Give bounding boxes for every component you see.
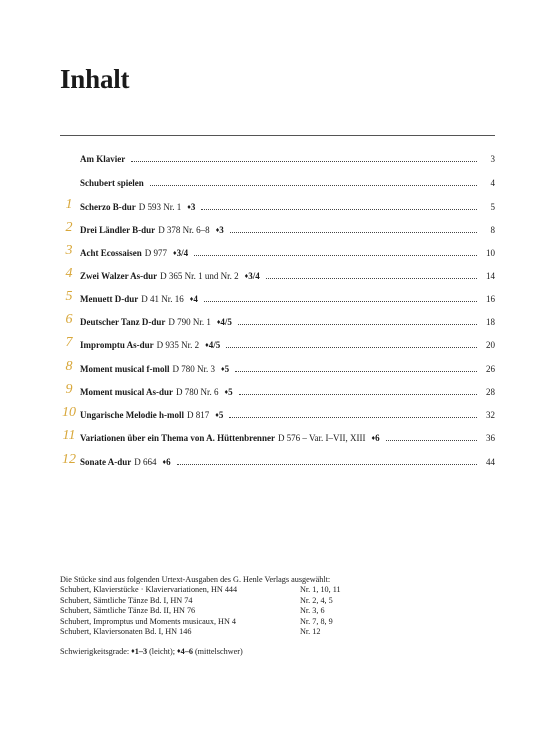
toc-entry <box>80 383 495 401</box>
edition-row <box>60 627 500 637</box>
difficulty-diamond-icon: ♦ <box>371 434 376 442</box>
toc-piece-number: 3 <box>65 243 73 258</box>
toc-title: Menuett D-dur <box>80 294 139 304</box>
toc-difficulty-value: 5 <box>224 364 230 374</box>
difficulty-diamond-icon: ♦ <box>173 249 177 257</box>
editions-footnote <box>60 575 500 658</box>
toc-leader-dots <box>238 324 477 325</box>
toc-difficulty-value: 5 <box>228 387 233 397</box>
toc-leader-dots <box>229 417 477 418</box>
toc-difficulty <box>205 336 220 354</box>
difficulty-diamond-icon: ♦ <box>244 272 249 280</box>
difficulty-mid-range: 4–6 <box>180 647 193 657</box>
toc-leader-dots <box>266 278 477 279</box>
difficulty-legend-label: Schwierigkeitsgrade: <box>60 647 130 657</box>
toc-catalog-number: D 817 <box>187 410 210 420</box>
toc-row <box>60 360 495 378</box>
toc-entry <box>80 221 495 239</box>
difficulty-diamond-icon: ♦ <box>189 295 194 303</box>
edition-title: Schubert, Sämtliche Tänze Bd. I, HN 74 <box>60 595 193 605</box>
toc-leader-dots <box>131 161 477 162</box>
toc-piece-number: 10 <box>62 405 76 420</box>
toc-piece-number: 5 <box>65 289 73 304</box>
toc-row <box>60 290 495 308</box>
toc-entry <box>80 244 495 262</box>
difficulty-mid-label: (mittelschwer) <box>194 647 243 657</box>
toc-title: Moment musical As-dur <box>80 387 173 397</box>
editions-list <box>60 585 500 637</box>
toc-catalog-number: D 41 Nr. 16 <box>141 294 184 304</box>
toc-row <box>60 313 495 331</box>
edition-pieces: Nr. 2, 4, 5 <box>300 595 333 605</box>
toc-title: Scherzo B-dur <box>80 202 136 212</box>
toc-row <box>60 198 495 216</box>
toc-difficulty <box>225 383 233 401</box>
toc-leader-dots <box>226 347 477 348</box>
edition-title: Schubert, Klaviersonaten Bd. I, HN 146 <box>60 627 192 637</box>
toc-catalog-number: D 664 <box>134 457 157 467</box>
toc-page-number: 20 <box>486 340 495 350</box>
toc-difficulty <box>173 244 188 262</box>
toc-piece-number: 11 <box>62 428 76 443</box>
toc-difficulty <box>163 453 171 471</box>
toc-difficulty-value: 4/5 <box>208 340 221 350</box>
toc-row <box>60 150 495 168</box>
edition-title: Schubert, Impromptus und Moments musicaux, HN 4 <box>60 616 237 626</box>
toc-page-number: 14 <box>486 271 495 281</box>
toc-piece-number: 12 <box>62 452 76 467</box>
toc-entry <box>80 267 495 285</box>
edition-pieces: Nr. 12 <box>300 627 321 637</box>
toc-difficulty <box>372 429 380 447</box>
toc-difficulty-value: 5 <box>218 410 224 420</box>
edition-row <box>60 596 500 606</box>
toc-title: Schubert spielen <box>80 178 144 188</box>
toc-entry <box>80 198 495 216</box>
toc-difficulty <box>245 267 260 285</box>
toc-entry <box>80 360 495 378</box>
toc-piece-number: 2 <box>65 220 73 235</box>
toc-row <box>60 174 495 192</box>
toc-catalog-number: D 378 Nr. 6–8 <box>158 225 210 235</box>
toc-catalog-number: D 780 Nr. 6 <box>176 387 219 397</box>
toc-difficulty-value: 6 <box>375 433 380 443</box>
difficulty-diamond-icon: ♦ <box>220 365 225 373</box>
toc-leader-dots <box>204 301 477 302</box>
toc-page-number: 36 <box>486 433 495 443</box>
toc-leader-dots <box>177 464 477 465</box>
toc-leader-dots <box>194 255 477 256</box>
toc-title: Zwei Walzer As-dur <box>80 271 158 281</box>
edition-title: Schubert, Sämtliche Tänze Bd. II, HN 76 <box>60 606 196 616</box>
toc-leader-dots <box>239 394 477 395</box>
toc-difficulty <box>215 406 223 424</box>
toc-page-number: 26 <box>486 364 495 374</box>
toc-difficulty-value: 4/5 <box>220 317 232 327</box>
toc-entry <box>80 406 495 424</box>
editions-intro: Die Stücke sind aus folgenden Urtext-Ausgaben des G. Henle Verlags ausgewählt: <box>60 575 331 584</box>
toc-catalog-number: D 365 Nr. 1 und Nr. 2 <box>160 271 239 281</box>
toc-page-number: 32 <box>486 410 495 420</box>
difficulty-diamond-icon: ♦ <box>215 411 219 419</box>
edition-row <box>60 606 500 616</box>
edition-row <box>60 617 500 627</box>
toc-page-number: 3 <box>490 154 495 164</box>
difficulty-diamond-icon: ♦ <box>187 203 191 211</box>
toc-entry <box>80 336 495 354</box>
toc-piece-number: 8 <box>65 359 73 374</box>
edition-title: Schubert, Klavierstücke · Klaviervariationen, HN 444 <box>60 585 238 595</box>
difficulty-diamond-icon: ♦ <box>177 647 181 656</box>
difficulty-diamond-icon: ♦ <box>131 647 135 656</box>
toc-page-number: 10 <box>486 248 495 258</box>
toc-piece-number: 7 <box>65 335 73 350</box>
toc-difficulty <box>217 313 232 331</box>
toc-piece-number: 1 <box>65 197 73 212</box>
toc-catalog-number: D 935 Nr. 2 <box>156 340 200 350</box>
edition-pieces: Nr. 7, 8, 9 <box>300 616 333 626</box>
difficulty-diamond-icon: ♦ <box>162 458 167 466</box>
edition-row <box>60 585 500 595</box>
toc-row <box>60 267 495 285</box>
toc-piece-number: 4 <box>65 266 73 281</box>
toc-title: Acht Ecossaisen <box>80 248 142 258</box>
toc-leader-dots <box>150 185 477 186</box>
difficulty-legend <box>60 646 500 657</box>
toc-row <box>60 429 495 447</box>
toc-entry <box>80 150 495 168</box>
toc-catalog-number: D 790 Nr. 1 <box>168 317 211 327</box>
toc-title: Deutscher Tanz D-dur <box>80 317 166 327</box>
difficulty-diamond-icon: ♦ <box>216 318 221 326</box>
toc-title: Am Klavier <box>80 154 126 164</box>
toc-difficulty-value: 3 <box>190 202 196 212</box>
difficulty-diamond-icon: ♦ <box>215 226 220 234</box>
toc-piece-number: 9 <box>65 382 73 397</box>
toc-row <box>60 244 495 262</box>
difficulty-diamond-icon: ♦ <box>224 388 229 396</box>
page-title: Inhalt <box>60 64 130 94</box>
difficulty-easy-label: (leicht); <box>149 647 175 657</box>
toc-piece-number: 6 <box>65 312 73 327</box>
toc-row <box>60 406 495 424</box>
toc-row <box>60 453 495 471</box>
toc-title: Impromptu As-dur <box>80 340 154 350</box>
toc-row <box>60 336 495 354</box>
toc-difficulty-value: 3/4 <box>248 271 260 281</box>
toc-page-number: 44 <box>486 457 495 467</box>
toc-title: Ungarische Melodie h-moll <box>80 410 184 420</box>
toc-difficulty <box>187 198 195 216</box>
toc-page-number: 18 <box>486 317 495 327</box>
difficulty-diamond-icon: ♦ <box>205 341 209 349</box>
toc-difficulty-value: 4 <box>193 294 198 304</box>
toc-difficulty <box>221 360 229 378</box>
toc-entry <box>80 429 495 447</box>
toc-row <box>60 221 495 239</box>
toc-catalog-number: D 780 Nr. 3 <box>172 364 215 374</box>
toc-leader-dots <box>230 232 477 233</box>
toc-entry <box>80 453 495 471</box>
toc-page-number: 5 <box>490 202 495 212</box>
toc-title: Drei Ländler B-dur <box>80 225 156 235</box>
toc-difficulty <box>216 221 224 239</box>
edition-pieces: Nr. 3, 6 <box>300 606 325 616</box>
title-divider <box>60 135 495 136</box>
toc-entry <box>80 290 495 308</box>
toc-title: Sonate A-dur <box>80 457 132 467</box>
toc-page-number: 8 <box>490 225 495 235</box>
toc-difficulty-value: 3/4 <box>176 248 189 258</box>
toc-page-number: 28 <box>486 387 495 397</box>
toc-difficulty-value: 3 <box>219 225 224 235</box>
toc-entry <box>80 174 495 192</box>
edition-pieces: Nr. 1, 10, 11 <box>300 585 341 595</box>
toc-catalog-number: D 576 – Var. I–VII, XIII <box>277 433 366 443</box>
toc-leader-dots <box>201 209 477 210</box>
toc-title: Variationen über ein Thema von A. Hüttenbrenner <box>80 433 275 443</box>
toc-catalog-number: D 593 Nr. 1 <box>138 202 182 212</box>
toc-leader-dots <box>386 440 477 441</box>
toc-catalog-number: D 977 <box>144 248 168 258</box>
toc-row <box>60 383 495 401</box>
difficulty-easy-range: 1–3 <box>134 647 148 657</box>
toc-difficulty-value: 6 <box>166 457 171 467</box>
toc-difficulty <box>190 290 198 308</box>
toc-title: Moment musical f-moll <box>80 364 170 374</box>
toc-leader-dots <box>235 371 477 372</box>
toc-page-number: 4 <box>490 178 495 188</box>
toc-entry <box>80 313 495 331</box>
toc-page-number: 16 <box>486 294 495 304</box>
